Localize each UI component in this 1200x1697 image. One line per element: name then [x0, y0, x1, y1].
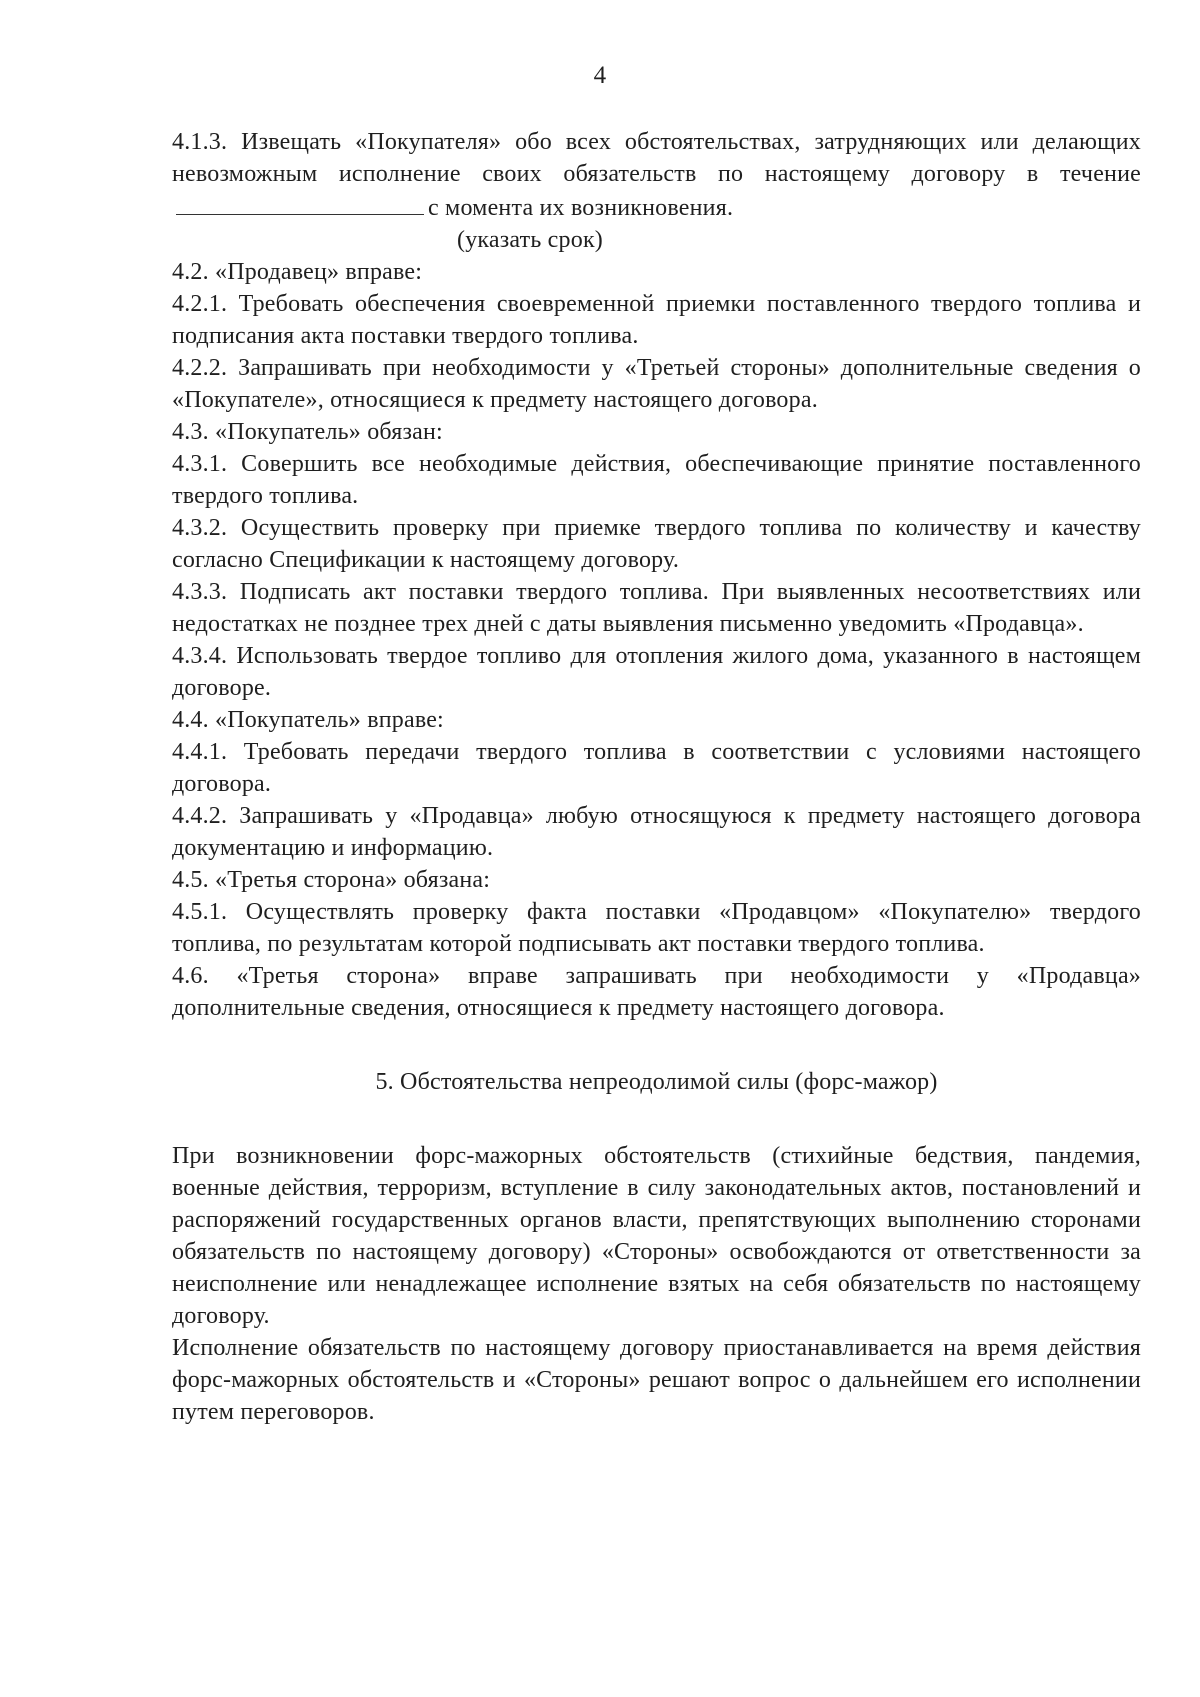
clause-4-2-2: 4.2.2. Запрашивать при необходимости у «Третьей стороны» дополнительные сведения о «Покупателе», относящиеся к предмету настоящего договора.: [172, 355, 1141, 413]
clause-4-2-1: 4.2.1. Требовать обеспечения своевременной приемки поставленного твердого топлива и подписания акта поставки твердого топлива.: [172, 291, 1141, 349]
clause-4-1-3-text: 4.1.3. Извещать «Покупателя» обо всех обстоятельствах, затрудняющих или делающих невозможным исполнение своих обязательств по настоящему договору в течение: [172, 129, 1141, 187]
clause-4-6: 4.6. «Третья сторона» вправе запрашивать при необходимости у «Продавца» дополнительные сведения, относящиеся к предмету настоящего договора.: [172, 963, 1141, 1021]
clause-4-3-4: 4.3.4. Использовать твердое топливо для отопления жилого дома, указанного в настоящем договоре.: [172, 643, 1141, 701]
clause-4-5-1: 4.5.1. Осуществлять проверку факта поставки «Продавцом» «Покупателю» твердого топлива, по результатам которой подписывать акт поставки твердого топлива.: [172, 899, 1141, 957]
section-5-title: 5. Обстоятельства непреодолимой силы (форс-мажор): [375, 1069, 938, 1095]
clause-4-3-3: 4.3.3. Подписать акт поставки твердого топлива. При выявленных несоответствиях или недостатках не позднее трех дней с даты выявления письменно уведомить «Продавца».: [172, 579, 1141, 637]
clause-4-4-1: 4.4.1. Требовать передачи твердого топлива в соответствии с условиями настоящего договора.: [172, 739, 1141, 797]
fill-in-blank-term: [176, 190, 424, 215]
clause-4-5: 4.5. «Третья сторона» обязана:: [172, 867, 491, 893]
section-5-paragraph-2: Исполнение обязательств по настоящему договору приостанавливается на время действия форс-мажорных обстоятельств и «Стороны» решают вопрос о дальнейшем его исполнении путем переговоров.: [172, 1335, 1141, 1425]
page-number: 4: [593, 62, 607, 89]
clause-4-2: 4.2. «Продавец» вправе:: [172, 259, 423, 285]
clause-4-3-2: 4.3.2. Осуществить проверку при приемке твердого топлива по количеству и качеству согласно Спецификации к настоящему договору.: [172, 515, 1141, 573]
clause-4-4-2: 4.4.2. Запрашивать у «Продавца» любую относящуюся к предмету настоящего договора документацию и информацию.: [172, 803, 1141, 861]
clause-4-4: 4.4. «Покупатель» вправе:: [172, 707, 444, 733]
section-5-paragraph-1: При возникновении форс-мажорных обстоятельств (стихийные бедствия, пандемия, военные действия, терроризм, вступление в силу законодательных актов, постановлений и распоряжений государственных органов власти, препятствующих выполнению сторонами обязательств по настоящему договору) «Стороны» освобождаются от ответственности за неисполнение или ненадлежащее исполнение взятых на себя обязательств по настоящему договору.: [172, 1143, 1141, 1329]
blank-hint: (указать срок): [457, 227, 603, 253]
clause-4-3-1: 4.3.1. Совершить все необходимые действия, обеспечивающие принятие поставленного твердого топлива.: [172, 451, 1141, 509]
clause-4-1-3: [172, 126, 1141, 224]
clause-4-1-3-text-after: с момента их возникновения.: [428, 195, 734, 221]
clause-4-3: 4.3. «Покупатель» обязан:: [172, 419, 443, 445]
document-body: [172, 126, 1141, 1428]
